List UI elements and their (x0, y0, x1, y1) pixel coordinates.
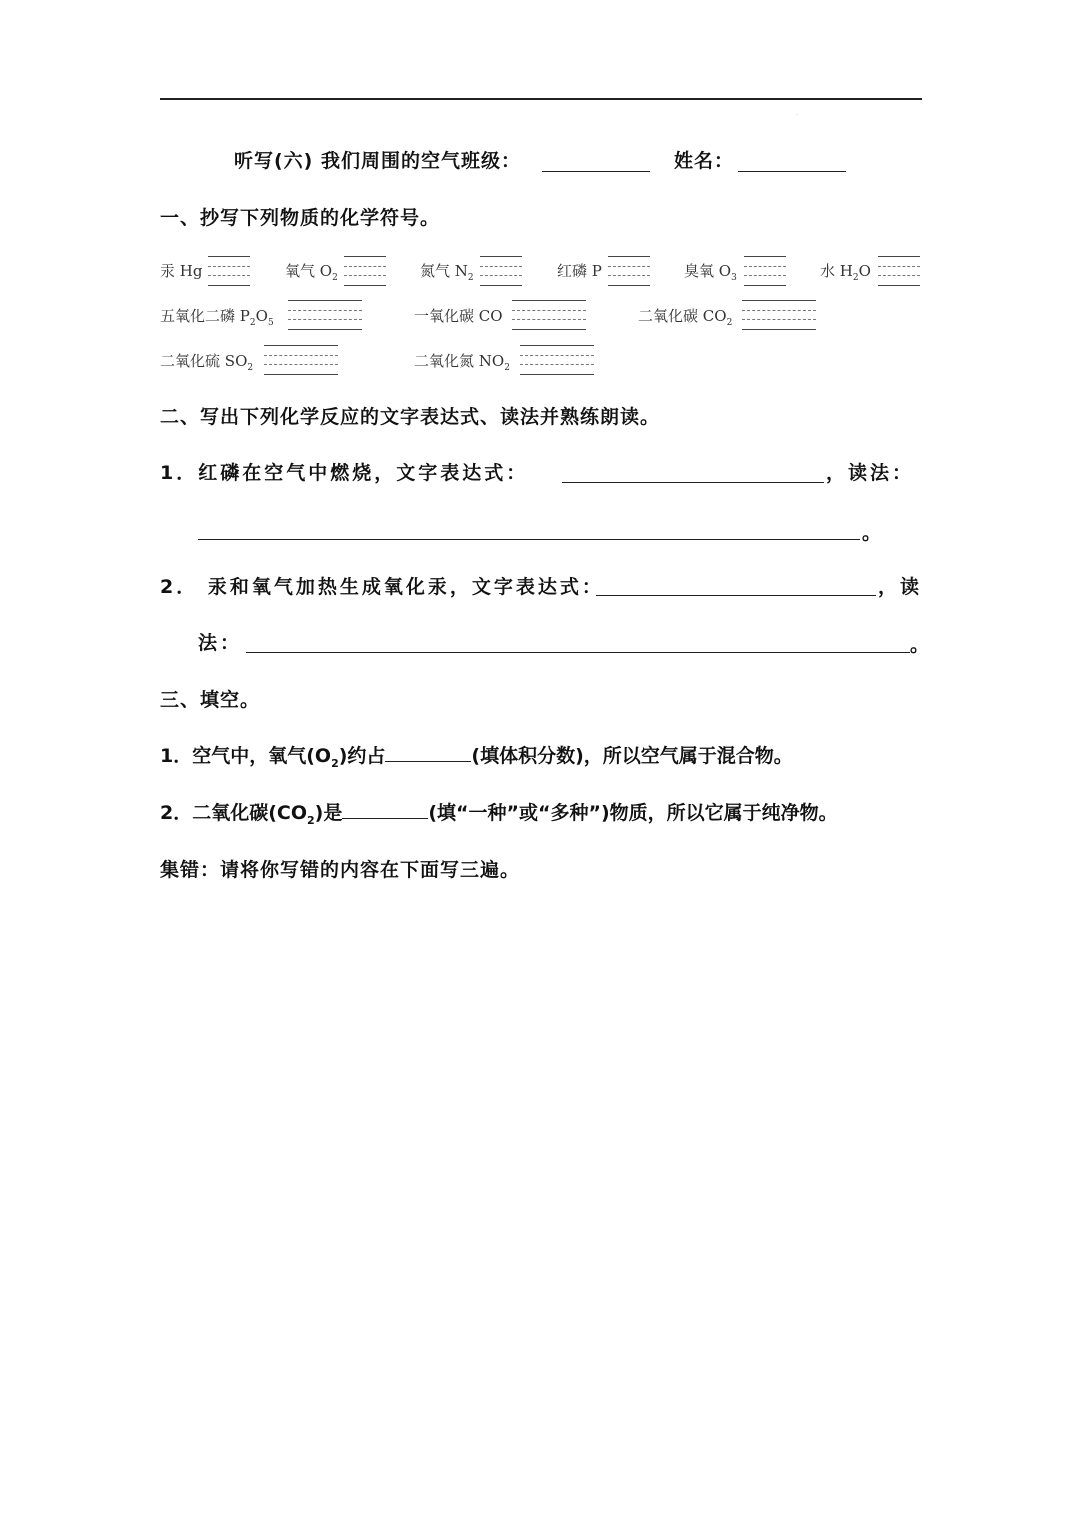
q1-reading-blank[interactable] (198, 539, 860, 540)
copy-box-ozone[interactable] (744, 256, 786, 286)
copy-box-oxygen[interactable] (344, 256, 386, 286)
class-blank[interactable] (542, 171, 650, 172)
page-title (234, 146, 521, 173)
section3-heading: 三、填空。 (160, 689, 261, 711)
q1-period: 。 (862, 522, 885, 544)
fill-question-2: 2．二氧化碳$(CO_2)$是 (填“一种”或“多种”)物质，所以它属于纯净物。 (160, 802, 838, 827)
collect-errors-note: 集错：请将你写错的内容在下面写三遍。 (160, 859, 521, 881)
title-text: 听写(六) 我们周围的空气班级： (234, 150, 521, 172)
question-1-read-label: ，读法： (826, 462, 915, 484)
copy-box-mercury[interactable] (208, 256, 250, 286)
q2-reading-blank[interactable] (246, 652, 910, 653)
section2-heading: 二、写出下列化学反应的文字表达式、读法并熟练朗读。 (160, 406, 661, 428)
question-2-read-label-cont: 法： (198, 632, 243, 654)
name-blank[interactable] (738, 171, 846, 172)
item-oxygen: 氧气 $O_2$ (285, 262, 338, 283)
section1-heading: 一、抄写下列物质的化学符号。 (160, 207, 441, 229)
scan-dot: · (796, 112, 798, 119)
q2-expression-blank[interactable] (596, 595, 876, 596)
item-mercury: 汞 Hg (160, 262, 203, 280)
question-2-read-label: ，读 (878, 576, 923, 598)
copy-box-so2[interactable] (264, 345, 338, 375)
name-label: 姓名： (674, 150, 735, 172)
item-water: 水 $H_2O$ (820, 262, 871, 283)
q1-expression-blank[interactable] (562, 482, 824, 483)
item-p2o5: 五氧化二磷 $P_2O_5$ (160, 307, 274, 328)
copy-box-water[interactable] (878, 256, 920, 286)
fill-1-blank[interactable] (385, 743, 471, 762)
item-co2: 二氧化碳 $CO_2$ (638, 307, 733, 328)
copy-box-p2o5[interactable] (288, 300, 362, 330)
copy-box-nitrogen[interactable] (480, 256, 522, 286)
fill-2-blank[interactable] (342, 800, 428, 819)
item-ozone: 臭氧 $O_3$ (684, 262, 737, 283)
copy-box-co[interactable] (512, 300, 586, 330)
question-2-text: 2． 汞和氧气加热生成氧化汞，文字表达式： (160, 576, 604, 598)
item-co: 一氧化碳 CO (414, 307, 503, 325)
item-nitrogen: 氮气 $N_2$ (420, 262, 474, 283)
item-no2: 二氧化氮 $NO_2$ (414, 352, 510, 373)
question-1-text: 1．红磷在空气中燃烧，文字表达式： (160, 462, 529, 484)
item-red-phosphorus: 红磷 P (557, 262, 602, 280)
copy-box-co2[interactable] (742, 300, 816, 330)
copy-box-red-phosphorus[interactable] (608, 256, 650, 286)
item-so2: 二氧化硫 $SO_2$ (160, 352, 254, 373)
top-rule (160, 98, 922, 100)
q2-period: 。 (910, 634, 933, 656)
copy-box-no2[interactable] (520, 345, 594, 375)
fill-question-1: 1．空气中，氧气$(O_2)$约占 (填体积分数)，所以空气属于混合物。 (160, 745, 793, 770)
